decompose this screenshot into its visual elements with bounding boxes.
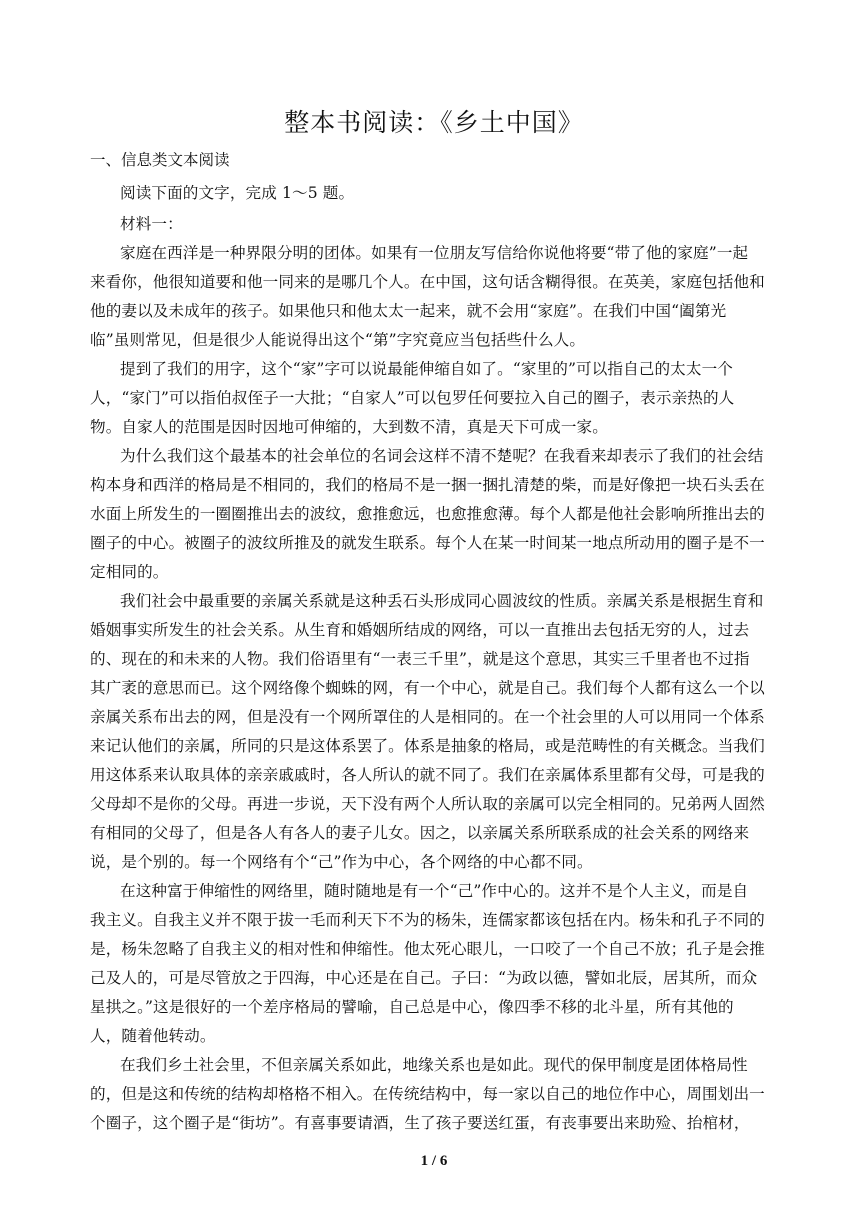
paragraph-line: 父母却不是你的父母。再进一步说，天下没有两个人所认取的亲属可以完全相同的。兄弟两人固然 xyxy=(90,795,765,813)
page-number: 1 / 6 xyxy=(420,1153,448,1169)
paragraph-line: 是，杨朱忽略了自我主义的相对性和伸缩性。他太死心眼儿，一口咬了一个自己不放；孔子是会推 xyxy=(90,940,765,958)
paragraph-line: 来记认他们的亲属，所同的只是这体系罢了。体系是抽象的格局，或是范畴性的有关概念。当我们 xyxy=(90,737,765,755)
material-label: 材料一： xyxy=(120,215,183,233)
paragraph-line: 亲属关系布出去的网，但是没有一个网所罩住的人是相同的。在一个社会里的人可以用同一个体系 xyxy=(90,708,765,726)
paragraph-line: 在我们乡土社会里，不但亲属关系如此，地缘关系也是如此。现代的保甲制度是团体格局性 xyxy=(120,1056,748,1074)
paragraph-line: 圈子的中心。被圈子的波纹所推及的就发生联系。每个人在某一时间某一地点所动用的圈子是不一 xyxy=(90,534,765,552)
paragraph-line: 构本身和西洋的格局是不相同的，我们的格局不是一捆一捆扎清楚的柴，而是好像把一块石头丢在 xyxy=(90,476,765,494)
paragraph-line: 己及人的，可是尽管放之于四海，中心还是在自己。子曰：“为政以德，譬如北辰，居其所，而众 xyxy=(90,969,758,987)
paragraph-line: 有相同的父母了，但是各人有各人的妻子儿女。因之，以亲属关系所联系成的社会关系的网络来 xyxy=(90,824,750,842)
paragraph-line: 物。自家人的范围是因时因地可伸缩的，大到数不清，真是天下可成一家。 xyxy=(90,418,608,436)
paragraph-line: 婚姻事实所发生的社会关系。从生育和婚姻所结成的网络，可以一直推出去包括无穷的人，过去 xyxy=(90,621,750,639)
paragraph-line: 他的妻以及未成年的孩子。如果他只和他太太一起来，就不会用“家庭”。在我们中国“阖第光 xyxy=(90,302,727,320)
paragraph-line: 的，但是这和传统的结构却格格不相入。在传统结构中，每一家以自己的地位作中心，周围划出一 xyxy=(90,1085,765,1103)
paragraph-line: 家庭在西洋是一种界限分明的团体。如果有一位朋友写信给你说他将要“带了他的家庭”一起 xyxy=(120,244,749,262)
paragraph-line: 人，随着他转动。 xyxy=(90,1027,216,1045)
paragraph-line: 来看你，他很知道要和他一同来的是哪几个人。在中国，这句话含糊得很。在英美，家庭包括他和 xyxy=(90,273,765,291)
paragraph-line: 个圈子，这个圈子是“街坊”。有喜事要请酒，生了孩子要送红蛋，有丧事要出来助殓、抬棺材， xyxy=(90,1114,750,1132)
page-title: 整本书阅读：《乡土中国》 xyxy=(284,108,584,137)
paragraph-line: 星拱之。”这是很好的一个差序格局的譬喻，自己总是中心，像四季不移的北斗星，所有其他的 xyxy=(90,998,734,1016)
paragraph-line: 说，是个别的。每一个网络有个“己”作为中心，各个网络的中心都不同。 xyxy=(90,853,593,871)
paragraph-line: 为什么我们这个最基本的社会单位的名词会这样不清不楚呢？在我看来却表示了我们的社会结 xyxy=(120,447,764,465)
paragraph-line: 临”虽则常见，但是很少人能说得出这个“第”字究竟应当包括些什么人。 xyxy=(90,331,586,349)
paragraph-line: 水面上所发生的一圈圈推出去的波纹，愈推愈远，也愈推愈薄。每个人都是他社会影响所推出去的 xyxy=(90,505,765,523)
paragraph-line: 我们社会中最重要的亲属关系就是这种丢石头形成同心圆波纹的性质。亲属关系是根据生育和 xyxy=(120,592,764,610)
section-heading: 一、信息类文本阅读 xyxy=(90,151,230,169)
paragraph-line: 提到了我们的用字，这个“家”字可以说最能伸缩自如了。“家里的”可以指自己的太太一个 xyxy=(120,360,733,378)
paragraph-line: 人，“家门”可以指伯叔侄子一大批；“自家人”可以包罗任何要拉入自己的圈子，表示亲热的人 xyxy=(90,389,735,407)
instruction-text: 阅读下面的文字，完成 1～5 题。 xyxy=(120,184,355,202)
paragraph-line: 用这体系来认取具体的亲亲戚戚时，各人所认的就不同了。我们在亲属体系里都有父母，可是我的 xyxy=(90,766,765,784)
paragraph-line: 在这种富于伸缩性的网络里，随时随地是有一个“己”作中心的。这并不是个人主义，而是自 xyxy=(120,882,749,900)
paragraph-line: 的、现在的和未来的人物。我们俗语里有“一表三千里”，就是这个意思，其实三千里者也不过指 xyxy=(90,650,750,668)
paragraph-line: 定相同的。 xyxy=(90,563,169,581)
paragraph-line: 我主义。自我主义并不限于拔一毛而利天下不为的杨朱，连儒家都该包括在内。杨朱和孔子不同的 xyxy=(90,911,765,929)
paragraph-line: 其广袤的意思而已。这个网络像个蜘蛛的网，有一个中心，就是自己。我们每个人都有这么一个以 xyxy=(90,679,765,697)
